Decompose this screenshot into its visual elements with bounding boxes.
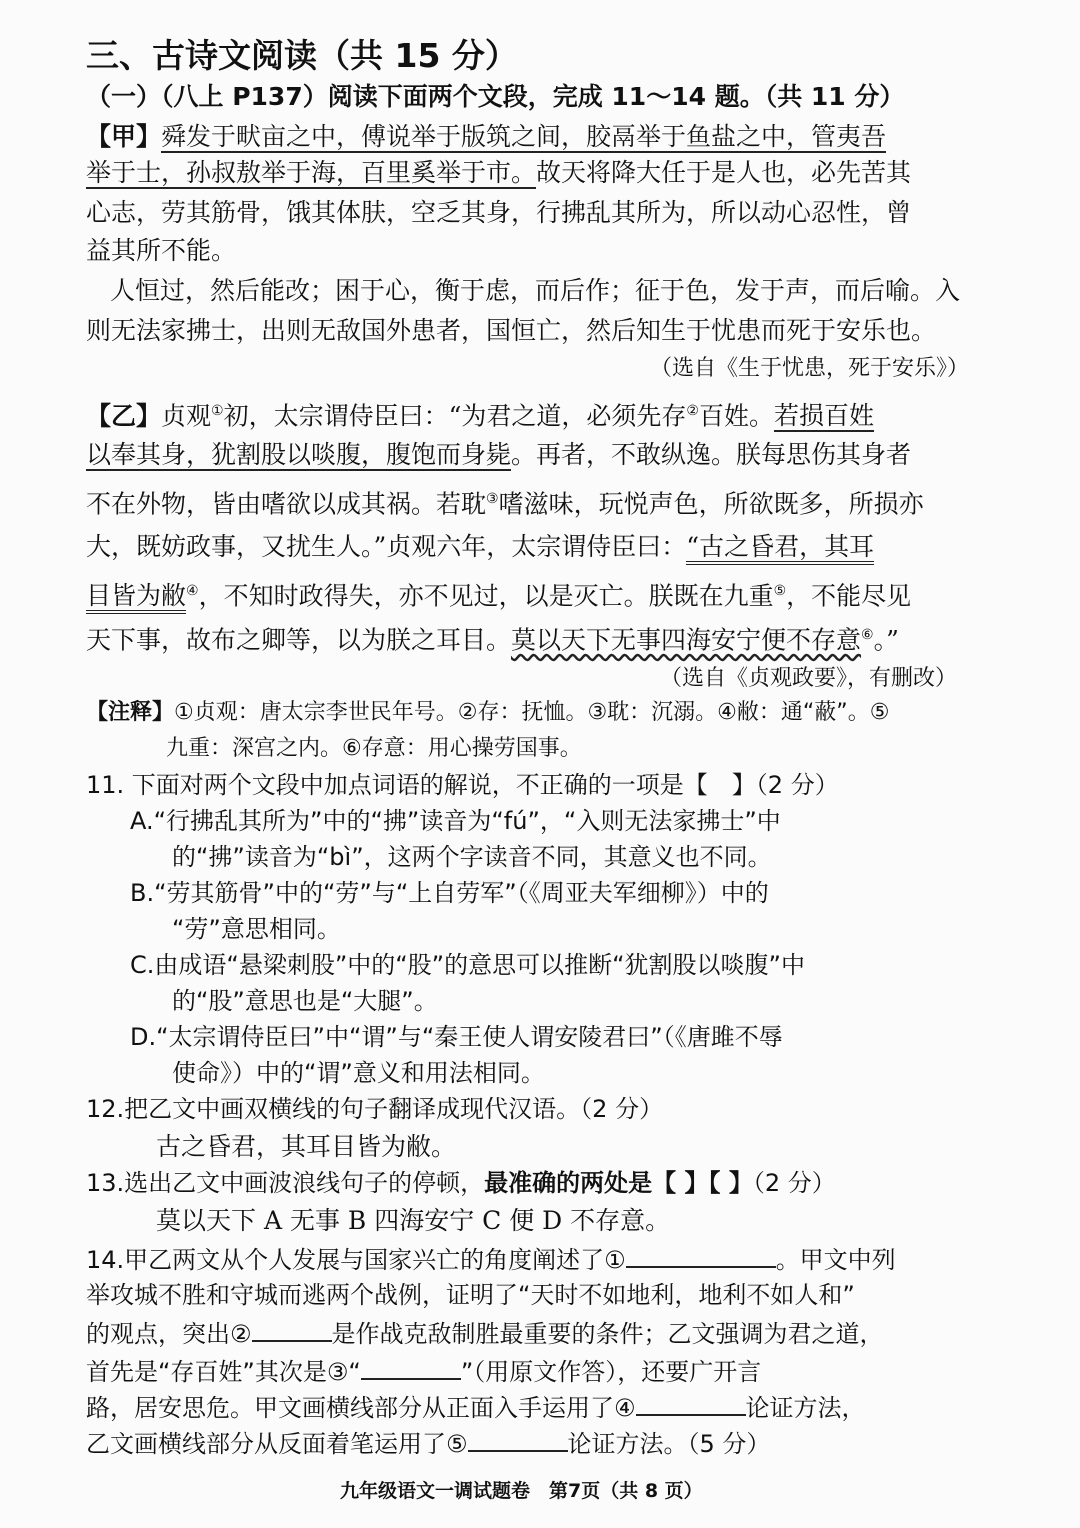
yi-line-5 [86,574,911,613]
q14-text: 乙文画横线部分从反面着笔运用了⑤ [86,1430,468,1458]
q14-line-4 [86,1352,761,1389]
q12-sentence: 古之昏君，其耳目皆为敝。 [156,1132,457,1161]
q14-text: 是作战克敌制胜最重要的条件；乙文强调为君之道， [331,1320,884,1348]
yi-wavy-underlined: 莫以天下无事四海安宁便不存意 [511,625,862,655]
answer-blank-2[interactable] [252,1314,332,1342]
page-footer: 九年级语文一调试题卷 第7页（共 8 页） [340,1480,703,1502]
q11-option-a-1: A.“行拂乱其所为”中的“拂”读音为“fú”，“入则无法家拂士”中 [130,807,781,835]
jia-line-6: 则无法家拂士，出则无敌国外患者，国恒亡，然后知生于忧患而死于安乐也。 [86,316,937,345]
notes-label: 【注释】 [86,700,175,725]
jia-underlined-1: 舜发于畎亩之中，傅说举于版筑之间，胶鬲举于鱼盐之中，管夷吾 [161,122,887,151]
q14-text: 论证方法。（5 分） [567,1430,771,1458]
yi-text: 。再者，不敢纵逸。朕每思伤其身者 [511,440,912,469]
yi-text: 嗜滋味，玩悦声色，所欲既多，所损亦 [498,489,924,519]
jia-line-3: 心志，劳其筋骨，饿其体肤，空乏其身，行拂乱其所为，所以动心忍性，曾 [86,198,912,227]
yi-text: 天下事，故布之卿等，以为朕之耳目。 [86,625,512,655]
subsection-heading: （一）（八上 P137）阅读下面两个文段，完成 11～14 题。（共 11 分） [86,82,905,111]
q14-line-1 [86,1240,896,1277]
jia-line-4: 益其所不能。 [86,236,237,265]
q11-option-c-1: C.由成语“悬梁刺股”中的“股”的意思可以推断“犹割股以啖腹”中 [130,951,805,979]
q13-points: （2 分） [752,1169,836,1197]
answer-blank-1[interactable] [626,1240,776,1268]
yi-line-1 [86,394,874,433]
q13-text: 13.选出乙文中画波浪线句子的停顿， [86,1169,485,1197]
footnote-ref: ① [211,403,224,419]
q11-option-c-2: 的“股”意思也是“大腿”。 [172,987,438,1015]
q14-line-3 [86,1314,884,1351]
jia-line-2 [86,156,911,190]
footnote-ref: ⑥ [861,627,874,643]
q14-text: 首先是“存百姓”其次是③“ [86,1358,361,1386]
q14-line-2: 举攻城不胜和守城而逃两个战例，证明了“天时不如地利，地利不如人和” [86,1281,855,1309]
yi-text: 百姓。 [698,401,774,431]
jia-line-5: 人恒过，然后能改；困于心，衡于虑，而后作；征于色，发于声，而后喻。入 [110,276,961,305]
footnote-ref: ④ [186,583,199,599]
q14-line-5 [86,1388,866,1425]
q13-text-bold: 最准确的两处是【 】【 】 [484,1169,753,1197]
q14-text: 路，居安思危。甲文画横线部分从正面入手运用了④ [86,1394,636,1422]
yi-label: 【乙】 [86,401,162,431]
q11-option-b-1: B.“劳其筋骨”中的“劳”与“上自劳军”（《周亚夫军细柳》）中的 [130,879,769,907]
footnote-ref: ② [686,403,699,419]
yi-text: 贞观 [161,401,212,431]
q14-text: 。甲文中列 [775,1246,896,1274]
yi-underlined-1: 若损百姓 [773,401,874,431]
jia-line-1 [86,120,886,154]
q14-line-6 [86,1424,770,1461]
yi-source: （选自《贞观政要》，有删改） [660,666,958,691]
yi-line-2 [86,438,911,472]
yi-text: 不在外物，皆由嗜欲以成其祸。若耽 [86,489,487,519]
q13-stem [86,1166,836,1200]
q11-stem: 11. 下面对两个文段中加点词语的解说，不正确的一项是【 】（2 分） [86,771,839,799]
yi-line-3 [86,482,924,521]
yi-line-4 [86,530,874,564]
answer-blank-3[interactable] [361,1352,461,1380]
footnote-ref: ③ [486,491,499,507]
q12-stem: 12.把乙文中画双横线的句子翻译成现代汉语。（2 分） [86,1095,664,1123]
notes-line-1 [86,696,889,730]
q14-text: ”（用原文作答），还要广开言 [460,1358,762,1386]
jia-label: 【甲】 [86,122,162,151]
yi-text: ，不能尽见 [786,581,912,611]
yi-text: 初，太宗谓侍臣曰：“为君之道，必须先存 [223,401,687,431]
q11-option-d-1: D.“太宗谓侍臣曰”中“谓”与“秦王使人谓安陵君曰”（《唐雎不辱 [130,1023,783,1051]
answer-blank-5[interactable] [468,1424,568,1452]
yi-line-6 [86,618,899,657]
yi-text: 。” [873,625,899,655]
q14-text: 论证方法， [745,1394,866,1422]
q11-option-d-2: 使命》）中的“谓”意义和用法相同。 [172,1059,545,1087]
yi-text: 大，既妨政事，又扰生人。”贞观六年，太宗谓侍臣曰： [86,532,687,561]
q14-text: 的观点，突出② [86,1320,252,1348]
q11-option-b-2: “劳”意思相同。 [172,915,341,943]
notes-text: ①贞观：唐太宗李世民年号。②存：抚恤。③耽：沉溺。④敝：通“蔽”。⑤ [174,700,890,725]
notes-line-2: 九重：深宫之内。⑥存意：用心操劳国事。 [166,736,582,761]
jia-text-2: 故天将降大任于是人也，必先苦其 [536,158,912,187]
yi-double-underlined-1: “古之昏君，其耳 [686,532,874,565]
footnote-ref: ⑤ [773,583,787,599]
jia-underlined-2: 举于士，孙叔敖举于海，百里奚举于市。 [86,158,537,187]
yi-double-underlined-2: 目皆为敝 [86,581,186,614]
q11-option-a-2: 的“拂”读音为“bì”，这两个字读音不同，其意义也不同。 [172,843,772,871]
section-title: 三、古诗文阅读（共 15 分） [86,36,518,75]
answer-blank-4[interactable] [636,1388,746,1416]
q13-sentence: 莫以天下 A 无事 B 四海安宁 C 便 D 不存意。 [156,1206,671,1235]
yi-text: ，不知时政得失，亦不见过，以是灭亡。朕既在九重 [198,581,774,611]
yi-underlined-2: 以奉其身，犹割股以啖腹，腹饱而身毙 [86,440,512,469]
q14-text: 14.甲乙两文从个人发展与国家兴亡的角度阐述了① [86,1246,626,1274]
jia-source: （选自《生于忧患，死于安乐》） [650,356,970,381]
